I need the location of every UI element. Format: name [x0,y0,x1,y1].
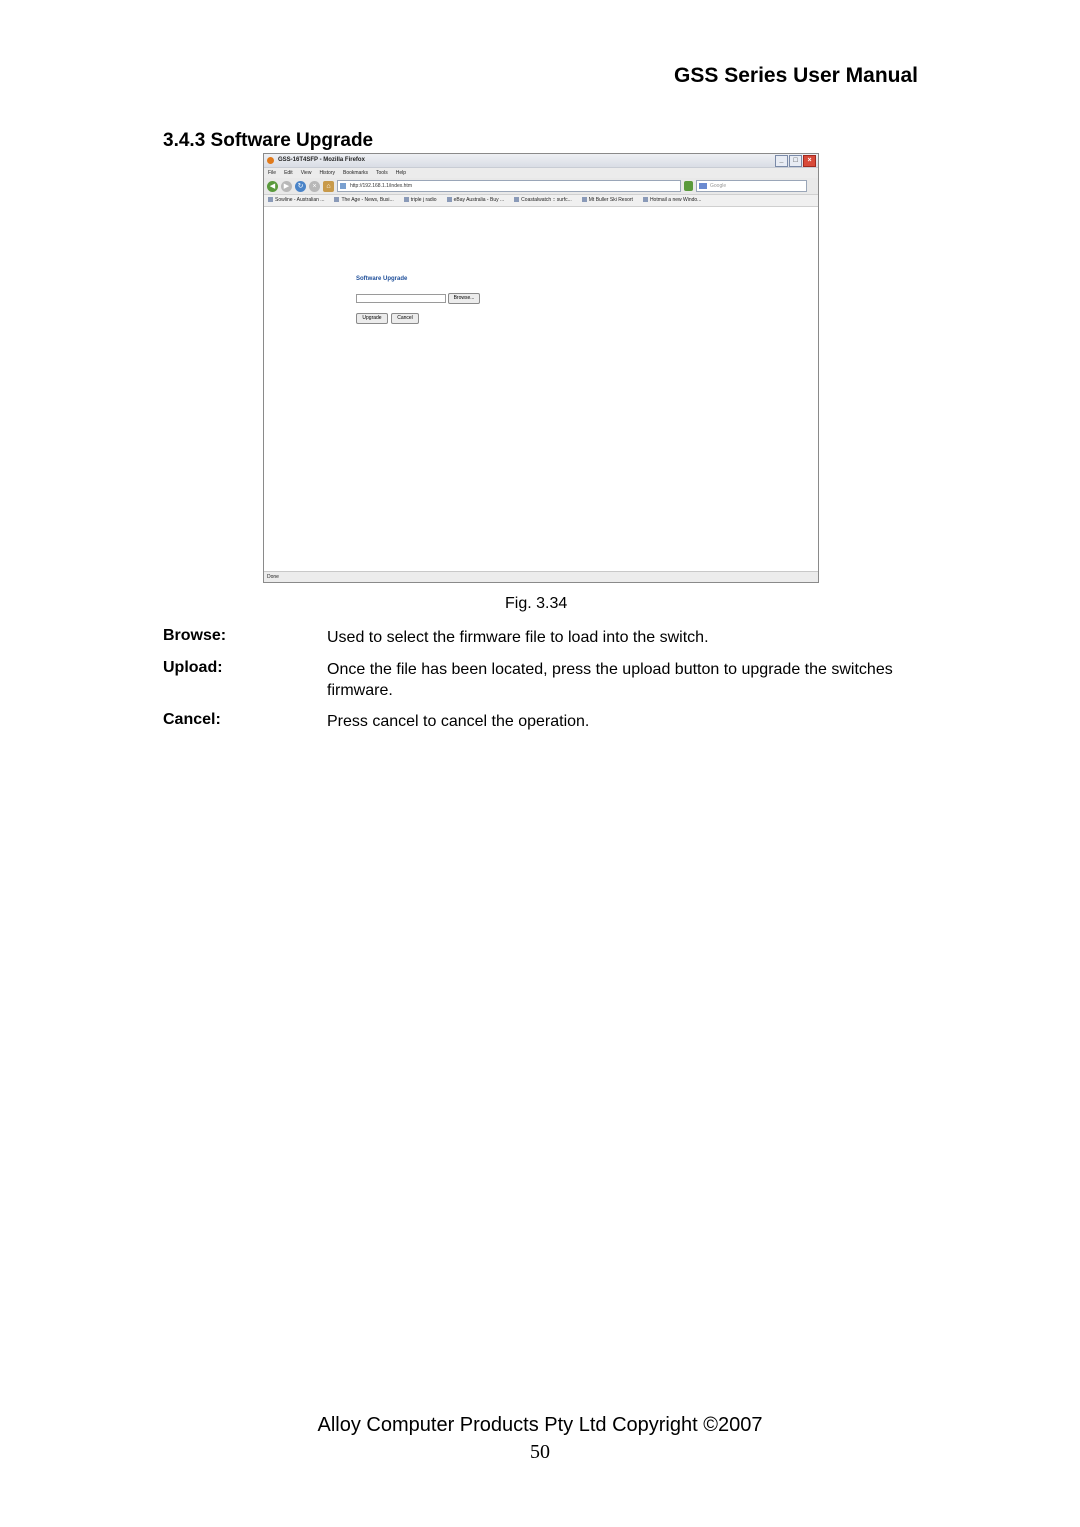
software-upgrade-title: Software Upgrade [356,276,408,282]
bookmark-item[interactable]: Mt Buller Ski Resort [582,195,633,206]
menu-history[interactable]: History [319,170,335,176]
url-text: http://192.168.1.1/index.htm [350,183,412,189]
definition-description: Press cancel to cancel the operation. [327,713,590,730]
bookmark-icon [643,197,648,202]
window-titlebar [264,154,818,168]
firmware-file-input[interactable] [356,294,446,303]
bookmark-item[interactable]: Sowline - Australian ... [268,195,324,206]
home-icon[interactable]: ⌂ [323,181,334,192]
menu-help[interactable]: Help [395,170,406,176]
page-number: 50 [530,1441,550,1463]
menu-view[interactable]: View [300,170,312,176]
footer-copyright: Alloy Computer Products Pty Ltd Copyright ©2007 [317,1414,763,1436]
url-input[interactable] [337,180,681,192]
definition-term: Browse: [163,627,227,644]
upgrade-button[interactable]: Upgrade [356,313,388,324]
search-placeholder: Google [710,183,727,189]
menu-tools[interactable]: Tools [376,170,388,176]
minimize-icon[interactable]: _ [775,155,788,167]
bookmark-icon [404,197,409,202]
forward-arrow-icon[interactable]: ▶ [281,181,292,192]
cancel-button[interactable]: Cancel [391,313,419,324]
back-arrow-icon[interactable]: ◀ [267,181,278,192]
page-content [264,207,818,571]
bookmark-item[interactable]: eBay Australia - Buy ... [447,195,505,206]
reload-icon[interactable]: ↻ [295,181,306,192]
definition-description: Used to select the firmware file to load into the switch. [327,629,709,646]
menu-file[interactable]: File [268,170,277,176]
menu-bookmarks[interactable]: Bookmarks [343,170,369,176]
firefox-icon [267,157,274,164]
bookmarks-toolbar [264,195,818,207]
google-icon [699,183,707,189]
bookmark-icon [268,197,273,202]
section-heading: 3.4.3 Software Upgrade [163,130,374,151]
bookmark-item[interactable]: Hotmail a new Windo... [643,195,701,206]
manual-title: GSS Series User Manual [674,64,918,87]
bookmark-item[interactable]: triple j radio [404,195,437,206]
close-icon[interactable]: × [803,155,816,167]
definition-term: Cancel: [163,711,221,728]
search-input[interactable] [696,180,807,192]
definition-description: Once the file has been located, press the upload button to upgrade the switches firmware. [327,661,893,699]
status-bar: Done [264,571,818,582]
browse-button[interactable]: Browse... [448,293,480,304]
bookmark-item[interactable]: Coastalwatch :: surfc... [514,195,572,206]
go-icon[interactable] [684,181,693,191]
maximize-icon[interactable]: □ [789,155,802,167]
page-icon [340,183,346,189]
stop-icon[interactable]: × [309,181,320,192]
bookmark-icon [447,197,452,202]
menu-bar [264,168,818,178]
figure-caption: Fig. 3.34 [505,595,568,612]
bookmark-icon [334,197,339,202]
menu-edit[interactable]: Edit [284,170,293,176]
definition-term: Upload: [163,659,223,676]
bookmark-item[interactable]: The Age - News, Busi... [334,195,393,206]
bookmark-icon [582,197,587,202]
navigation-toolbar [264,178,818,195]
window-title: GSS-16T4SFP - Mozilla Firefox [278,157,365,163]
browser-screenshot [263,153,819,583]
bookmark-icon [514,197,519,202]
